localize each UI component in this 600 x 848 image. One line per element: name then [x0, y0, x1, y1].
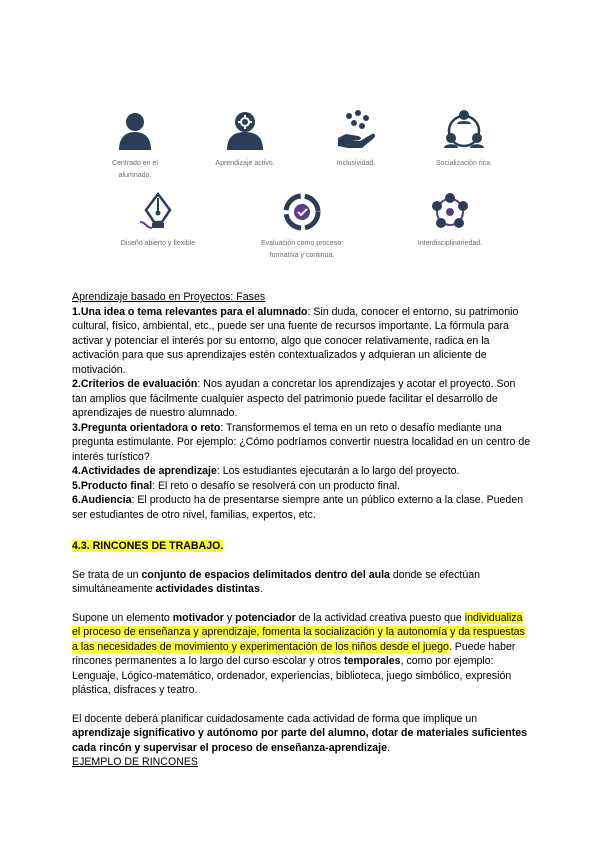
cycle-badge-icon: [282, 192, 322, 232]
text-run: Supone un elemento: [72, 611, 173, 624]
text-run: de la actividad creativa puesto que: [295, 611, 465, 624]
rincones-definition: [72, 568, 532, 597]
text-run: .: [259, 583, 263, 595]
rincones-motivation: [72, 611, 532, 698]
abp-phase-6: [72, 493, 532, 522]
icon-item-diseno: [108, 192, 208, 250]
abp-phase-3: [72, 421, 532, 465]
phase-text: : Nos ayudan a concretar los aprendizajes y acotar el proyecto. Son tan amplios que fácilmente cualquier aspecto del patrimonio puede facilitar el desarrollo de aprendizajes de nuestro alumnado.: [72, 378, 516, 419]
section-heading: 4.3. RINCONES DE TRABAJO.: [72, 540, 224, 552]
ejemplo-heading: EJEMPLO DE RINCONES: [72, 756, 198, 768]
icon-item-centrado: [95, 108, 175, 182]
icon-item-inclusividad: [318, 108, 394, 170]
phase-title: 4.Actividades de aprendizaje: [72, 465, 217, 477]
icon-label-line: formativa y continua.: [269, 252, 335, 259]
people-cycle-icon: [442, 108, 486, 152]
phase-text: : El reto o desafío se resolverá con un producto final.: [152, 479, 400, 492]
text-run: y: [223, 611, 236, 624]
text-run: .: [387, 741, 390, 754]
rincones-section: [72, 539, 532, 770]
network-cycle-icon: [430, 192, 470, 232]
text-run: . Puede haber rincones permanentes a lo largo del curso escolar y otros: [72, 640, 516, 667]
text-run: actividades distintas: [155, 583, 260, 595]
phase-text: : El producto ha de presentarse siempre ante un público externo a la clase. Pueden ser estudiantes de otro nivel, familias, expertos, etc.: [72, 494, 524, 521]
icon-item-socializacion: [422, 108, 506, 170]
icon-label-line: Diseño abierto y flexible: [120, 240, 196, 247]
text-run: , como por ejemplo: Lenguaje, Lógico-matemático, ordenador, experiencias, biblioteca, juego simbólico, expresión plástica, disfraces y teatro.: [72, 655, 512, 696]
phase-text: : Transformemos el tema en un reto o desafío mediante una pregunta estimulante. Por ejemplo: ¿Cómo podríamos convertir nuestra localidad en un centro de interés turístico?: [72, 421, 531, 463]
icon-item-evaluacion: [246, 192, 358, 262]
icon-label-line: alumnado.: [118, 172, 152, 179]
abp-phase-1: [72, 305, 532, 378]
person-icon: [113, 108, 157, 152]
rincones-docente: [72, 712, 532, 756]
icon-item-aprendizaje-activo: [200, 108, 290, 170]
text-run: aprendizaje significativo y autónomo por parte del alumno, dotar de materiales suficientes cada rincón y supervisar el proceso de enseñanza-aprendizaje: [72, 727, 528, 754]
abp-phase-5: [72, 479, 532, 494]
text-run: conjunto de espacios delimitados dentro del aula: [141, 568, 390, 581]
pen-nib-icon: [138, 192, 178, 232]
phase-title: 3.Pregunta orientadora o reto: [72, 421, 221, 434]
phase-title: 5.Producto final: [72, 479, 153, 492]
text-run: El docente deberá planificar cuidadosamente cada actividad de forma que implique un: [72, 712, 478, 725]
icon-label-line: Aprendizaje activo.: [215, 160, 275, 167]
icon-label-line: Socialización rica.: [435, 160, 493, 167]
text-run: temporales: [344, 655, 401, 667]
highlighted-text: individualiza el proceso de enseñanza y aprendizaje, fomenta la socialización y la autonomía y da respuestas a las necesidades de movimiento y experimentación de los niños desde el juego: [72, 611, 525, 653]
phase-text: : Los estudiantes ejecutarán a lo largo del proyecto.: [216, 465, 460, 477]
gear-head-icon: [223, 108, 267, 152]
icon-label-line: Evaluación como proceso:: [260, 240, 344, 247]
abp-phase-2: [72, 377, 532, 421]
hand-dots-icon: [334, 108, 378, 152]
text-run: donde se efectúan simultáneamente: [72, 568, 481, 595]
icon-item-interdisciplinariedad: [400, 192, 500, 250]
icon-label-line: Centrado en el: [112, 160, 158, 167]
abp-section: [72, 290, 532, 522]
text-run: motivador: [172, 611, 224, 624]
phase-title: 6.Audiencia: [72, 494, 132, 506]
icon-label-line: Interdisciplinariedad.: [417, 240, 483, 247]
icon-label-line: Inclusividad.: [336, 160, 376, 167]
phase-title: 2.Criterios de evaluación: [72, 378, 198, 390]
abp-title: Aprendizaje basado en Proyectos: Fases: [72, 291, 266, 303]
phase-text: : Sin duda, conocer el entorno, su patrimonio cultural, físico, ambiental, etc., puede ser una fuente de recursos importante. La fórmula para activar y potenciar el interés por su entorno, algo que conocer relativamente, radica en la activación para que sus aprendizajes estén contextualizados y adquieran un aliciente de motivación.: [72, 305, 519, 376]
text-run: Se trata de un: [72, 568, 142, 581]
text-run: potenciador: [235, 611, 296, 624]
abp-phase-4: [72, 464, 532, 479]
phase-title: 1.Una idea o tema relevantes para el alumnado: [72, 305, 308, 318]
